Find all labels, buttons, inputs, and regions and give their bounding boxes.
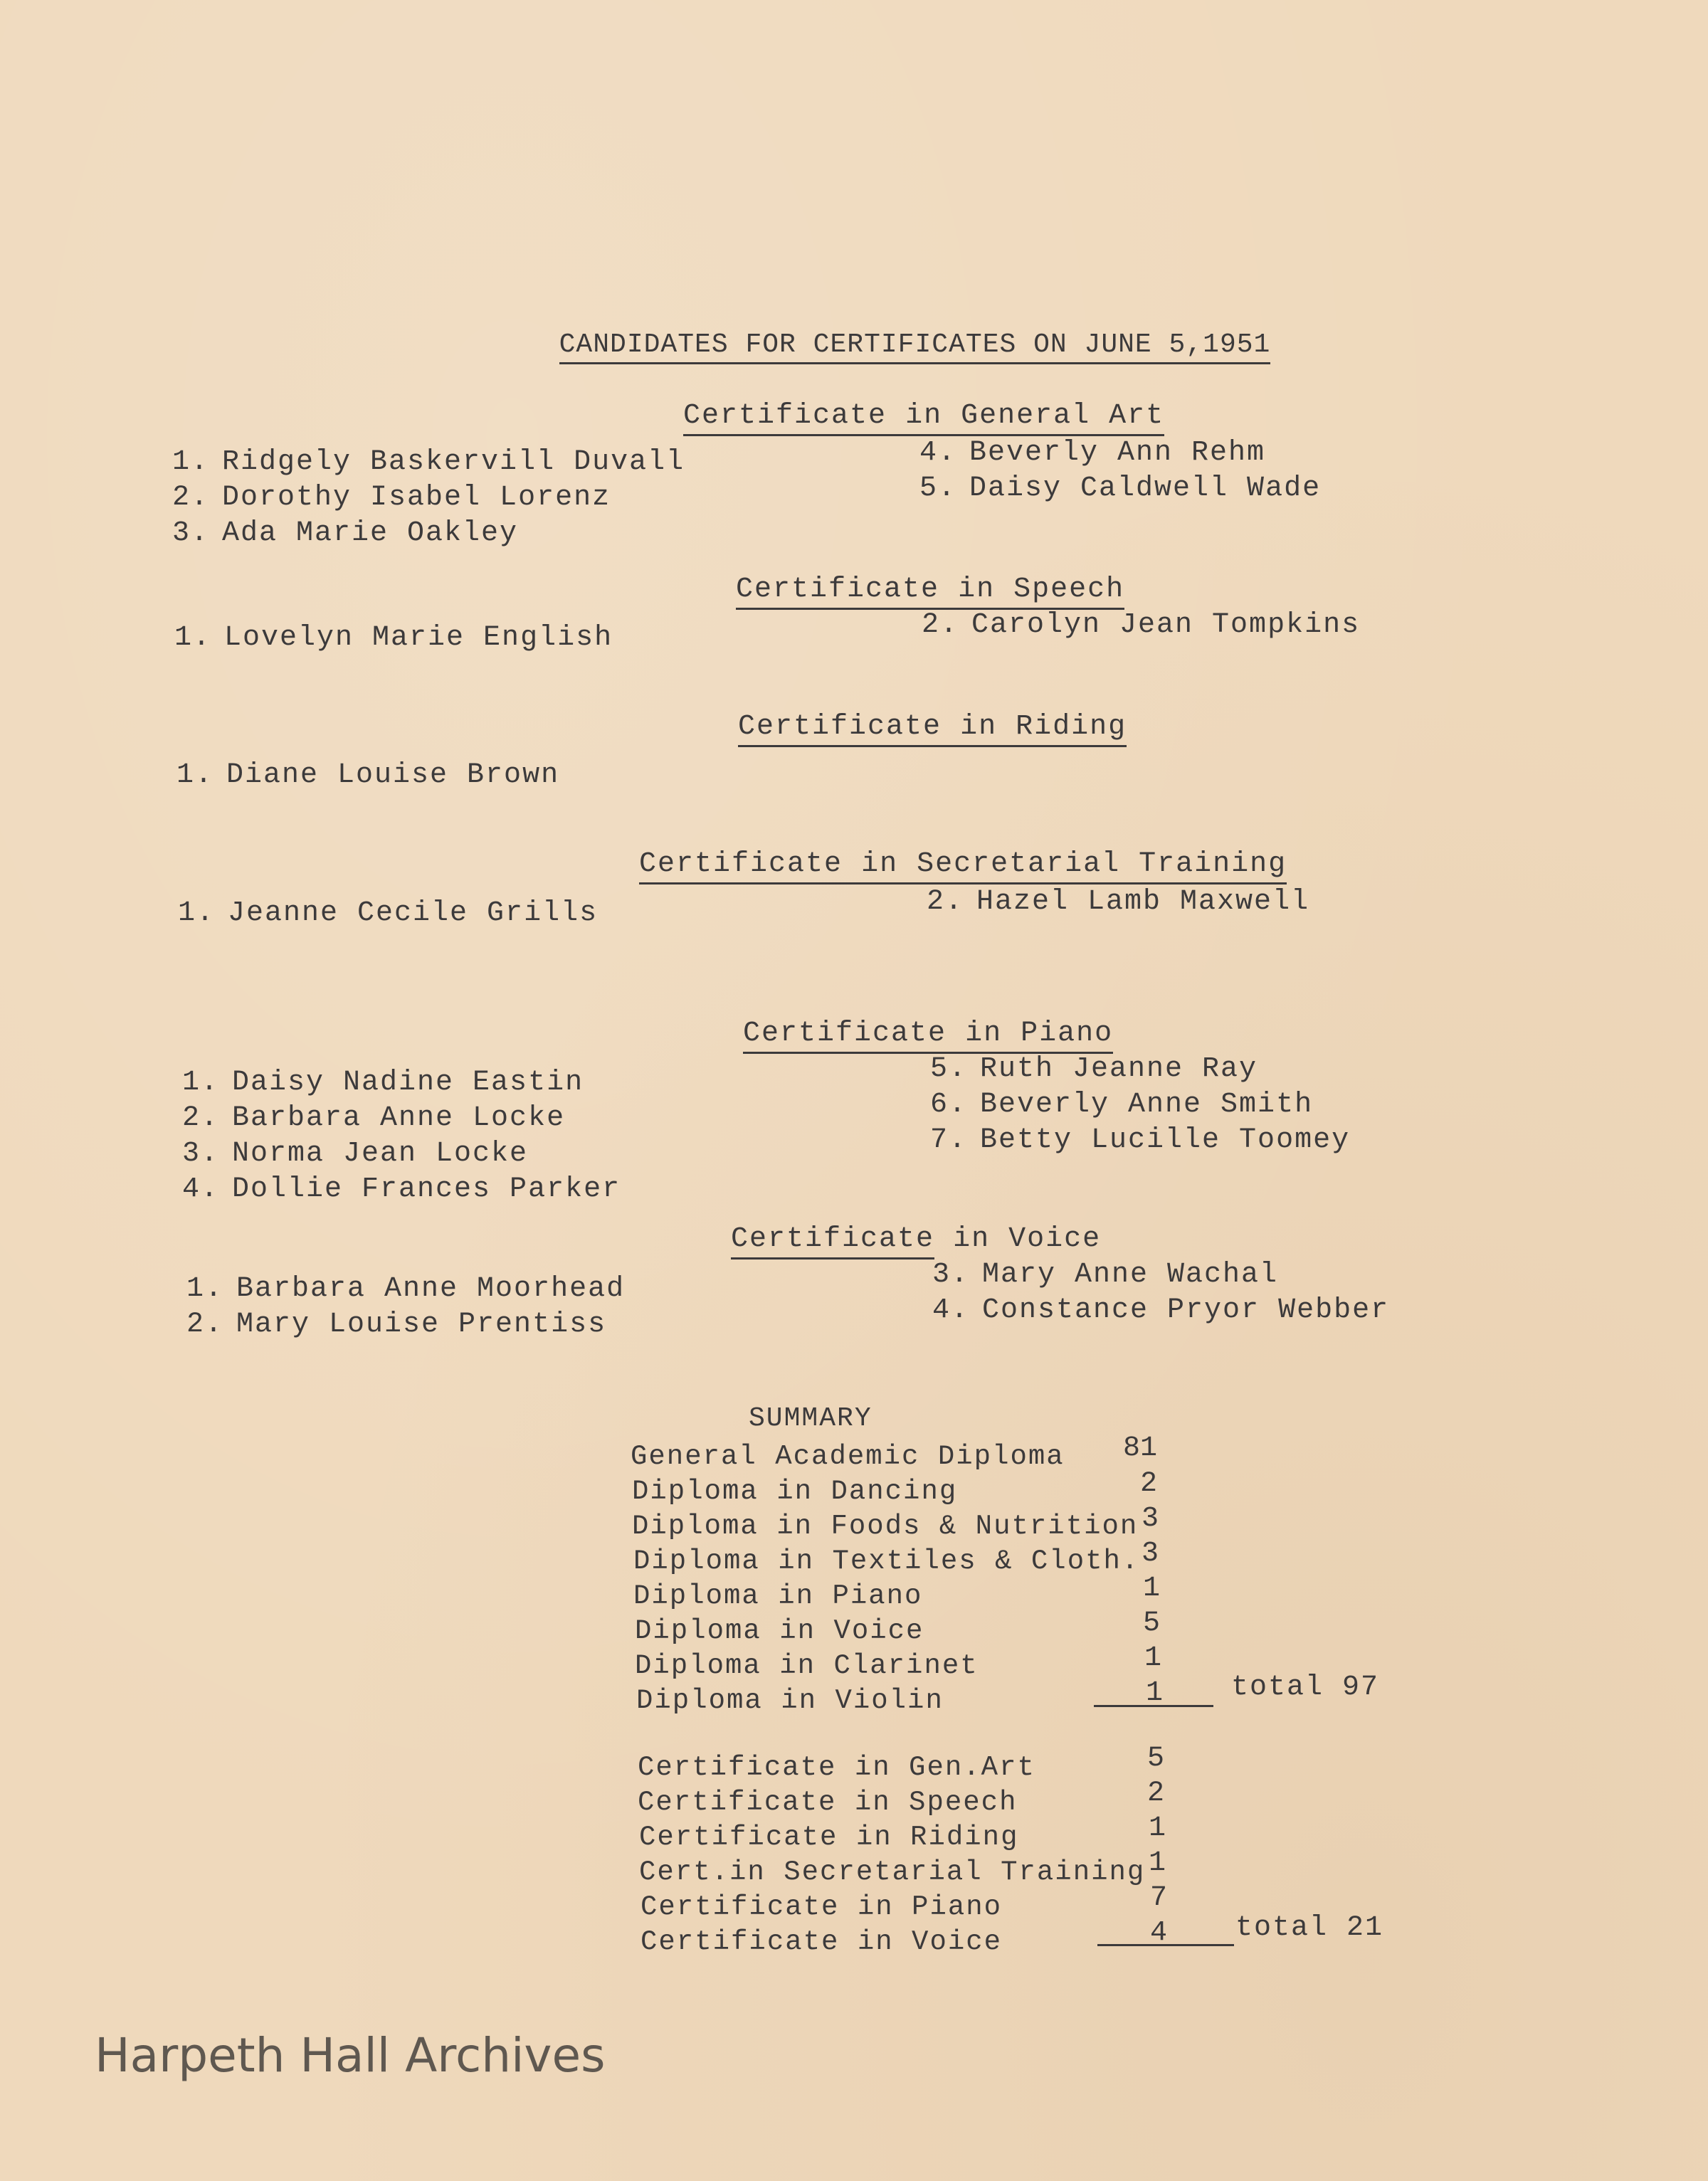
summary-diploma-label: Diploma in Violin — [636, 1685, 944, 1716]
heading-riding — [701, 685, 1127, 741]
summary-certificate-label: Certificate in Riding — [639, 1822, 1019, 1853]
summary-heading: SUMMARY — [749, 1403, 873, 1434]
item-number: 1. — [186, 1273, 224, 1305]
item-name: Diane Louise Brown — [226, 759, 560, 791]
archives-watermark: Harpeth Hall Archives — [95, 2028, 606, 2083]
item-number: 2. — [172, 482, 210, 514]
list-item — [186, 1311, 606, 1339]
heading-general-art — [646, 374, 1164, 431]
item-name: Dollie Frances Parker — [232, 1173, 621, 1205]
list-item — [172, 484, 611, 512]
item-number: 6. — [930, 1089, 968, 1121]
heading-text: Certificate — [731, 1223, 934, 1260]
summary-diploma-count: 81 — [1123, 1432, 1158, 1464]
list-item — [932, 1294, 1390, 1326]
page-title-text: CANDIDATES FOR CERTIFICATES ON JUNE 5,1951 — [559, 329, 1271, 364]
item-name: Mary Louise Prentiss — [236, 1309, 607, 1341]
item-number: 4. — [932, 1294, 970, 1326]
item-number: 2. — [182, 1102, 220, 1134]
heading-speech — [699, 547, 1124, 604]
certificates-total: total 21 — [1235, 1912, 1384, 1944]
list-item — [930, 1055, 1258, 1084]
item-name: Ada Marie Oakley — [222, 517, 519, 549]
item-number: 1. — [174, 622, 212, 654]
item-number: 2. — [922, 609, 959, 641]
item-name: Daisy Nadine Eastin — [232, 1067, 584, 1099]
list-item — [930, 1091, 1313, 1119]
summary-diploma-label: Diploma in Foods & Nutrition — [632, 1511, 1139, 1542]
item-name: Betty Lucille Toomey — [980, 1124, 1351, 1156]
heading-piano — [706, 991, 1113, 1048]
summary-diploma-count: 1 — [1146, 1677, 1164, 1709]
item-number: 1. — [172, 446, 210, 478]
heading-text: Certificate in General Art — [683, 400, 1164, 436]
summary-diploma-count: 1 — [1144, 1642, 1162, 1674]
heading-secretarial — [602, 822, 1287, 879]
summary-certificate-label: Cert.in Secretarial Training — [639, 1857, 1146, 1888]
list-item — [182, 1140, 528, 1168]
item-name: Barbara Anne Locke — [232, 1102, 566, 1134]
summary-diploma-count: 5 — [1143, 1607, 1161, 1639]
heading-text: Certificate in Riding — [738, 711, 1127, 747]
list-item — [182, 1104, 565, 1133]
summary-certificate-label: Certificate in Gen.Art — [638, 1752, 1035, 1783]
summary-certificate-label: Certificate in Piano — [640, 1891, 1003, 1923]
heading-text: Certificate in Secretarial Training — [639, 848, 1287, 884]
item-number: 3. — [182, 1138, 220, 1170]
list-item — [927, 888, 1309, 917]
summary-diploma-count: 3 — [1142, 1538, 1159, 1570]
list-item — [919, 439, 1265, 468]
summary-diploma-label: Diploma in Piano — [633, 1580, 923, 1612]
summary-diploma-label: Diploma in Voice — [635, 1615, 924, 1647]
summary-certificate-label: Certificate in Voice — [640, 1926, 1003, 1958]
list-item — [172, 448, 685, 477]
sum-rule — [1094, 1705, 1213, 1707]
summary-diploma-count: 2 — [1140, 1468, 1158, 1500]
item-number: 1. — [178, 897, 216, 929]
item-number: 3. — [172, 517, 210, 549]
list-item — [176, 761, 559, 790]
summary-diploma-label: Diploma in Textiles & Cloth. — [633, 1546, 1140, 1577]
summary-diploma-label: Diploma in Clarinet — [635, 1650, 979, 1681]
item-name: Lovelyn Marie English — [224, 622, 613, 654]
summary-certificate-count: 4 — [1150, 1917, 1168, 1949]
item-name: Ridgely Baskervill Duvall — [222, 446, 685, 478]
heading-voice — [694, 1197, 1101, 1254]
item-name: Jeanne Cecile Grills — [228, 897, 599, 929]
heading-text-rest: in Voice — [934, 1223, 1102, 1255]
list-item — [174, 624, 613, 653]
diplomas-total: total 97 — [1231, 1672, 1380, 1704]
item-number: 3. — [932, 1259, 970, 1291]
item-name: Dorothy Isabel Lorenz — [222, 482, 611, 514]
item-name: Mary Anne Wachal — [982, 1259, 1279, 1291]
summary-certificate-count: 7 — [1150, 1882, 1168, 1914]
item-name: Carolyn Jean Tompkins — [971, 609, 1361, 641]
item-number: 2. — [927, 886, 964, 918]
list-item — [930, 1126, 1350, 1155]
item-number: 4. — [919, 437, 957, 469]
item-number: 1. — [182, 1067, 220, 1099]
summary-diploma-count: 3 — [1142, 1503, 1159, 1535]
item-name: Barbara Anne Moorhead — [236, 1273, 626, 1305]
heading-text: Certificate in Piano — [743, 1018, 1113, 1054]
heading-text: Certificate in Speech — [736, 574, 1124, 610]
summary-certificate-count: 1 — [1149, 1812, 1166, 1844]
list-item — [922, 611, 1360, 640]
list-item — [182, 1069, 584, 1097]
item-number: 2. — [186, 1309, 224, 1341]
list-item — [178, 899, 598, 928]
summary-certificate-label: Certificate in Speech — [638, 1787, 1018, 1818]
list-item — [182, 1173, 621, 1205]
item-name: Beverly Anne Smith — [980, 1089, 1314, 1121]
summary-diploma-label: Diploma in Dancing — [632, 1476, 958, 1507]
list-item — [919, 472, 1322, 505]
summary-certificate-count: 1 — [1149, 1847, 1166, 1879]
item-number: 5. — [919, 472, 957, 505]
summary-diploma-count: 1 — [1143, 1573, 1161, 1605]
list-item — [172, 519, 518, 548]
list-item — [186, 1275, 625, 1304]
item-number: 4. — [182, 1173, 220, 1205]
item-number: 1. — [176, 759, 214, 791]
item-name: Daisy Caldwell Wade — [969, 472, 1322, 505]
sum-rule — [1097, 1944, 1234, 1946]
summary-certificate-count: 2 — [1147, 1778, 1165, 1810]
item-name: Hazel Lamb Maxwell — [976, 886, 1310, 918]
item-name: Ruth Jeanne Ray — [980, 1053, 1258, 1085]
item-number: 7. — [930, 1124, 968, 1156]
summary-diploma-label: General Academic Diploma — [631, 1441, 1065, 1472]
page-title — [525, 305, 1270, 359]
summary-certificate-count: 5 — [1147, 1743, 1165, 1775]
item-name: Constance Pryor Webber — [982, 1294, 1390, 1326]
item-number: 5. — [930, 1053, 968, 1085]
item-name: Beverly Ann Rehm — [969, 437, 1266, 469]
item-name: Norma Jean Locke — [232, 1138, 529, 1170]
list-item — [932, 1261, 1278, 1289]
